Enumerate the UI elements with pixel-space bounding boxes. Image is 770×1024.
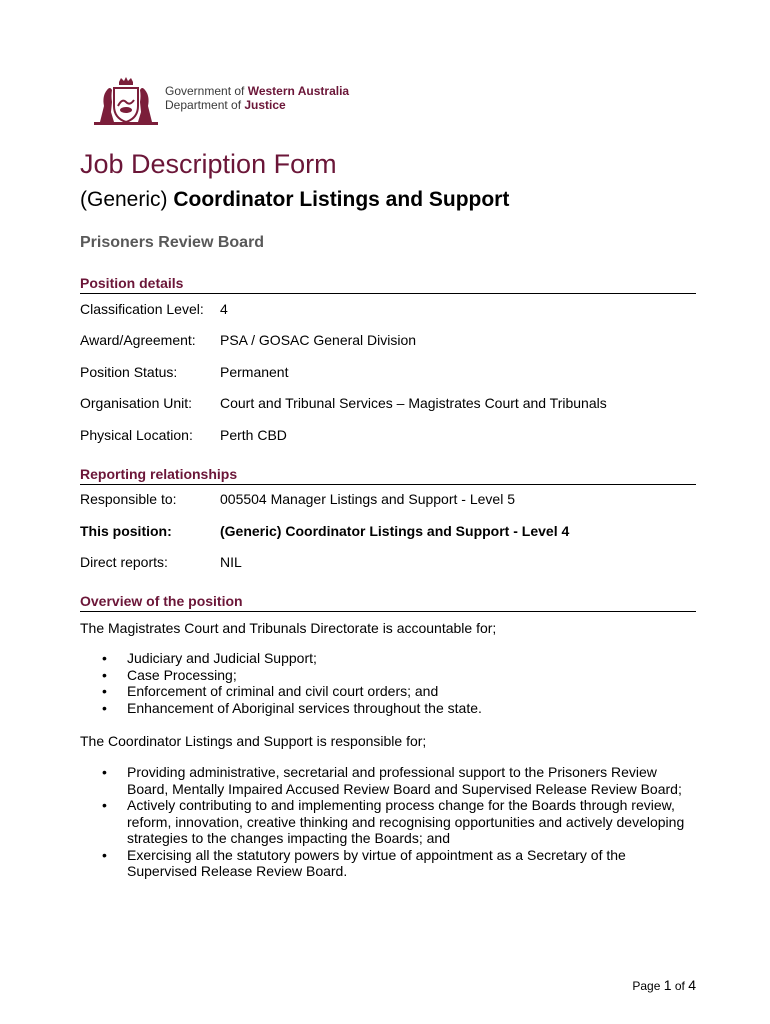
wa-government-crest-logo (90, 76, 162, 128)
field-value: Permanent (220, 364, 289, 380)
overview-heading: Overview of the position (80, 593, 696, 612)
position-title-prefix: (Generic) (80, 188, 174, 211)
position-title (80, 186, 509, 214)
field-label: Organisation Unit: (80, 395, 193, 411)
reporting-relationships-heading: Reporting relationships (80, 466, 696, 485)
list-item: • Providing administrative, secretarial and professional support to the Prisoners Review Board, Mentally Impaired Accused Review Board and Supervised Release Review Board; (80, 764, 696, 797)
field-value: Court and Tribunal Services – Magistrates Court and Tribunals (220, 395, 607, 411)
overview-intro-coordinator: The Coordinator Listings and Support is responsible for; (80, 733, 427, 749)
overview-intro-directorate: The Magistrates Court and Tribunals Directorate is accountable for; (80, 620, 497, 636)
field-label: Physical Location: (80, 427, 193, 443)
list-item: • Enhancement of Aboriginal services throughout the state. (80, 700, 696, 717)
field-label: This position: (80, 523, 172, 539)
position-details-heading: Position details (80, 275, 696, 294)
field-value: NIL (220, 554, 242, 570)
list-item: • Actively contributing to and implementing process change for the Boards through review, reform, innovation, creative thinking and recognising opportunities and actively developing strategies to the changes impacting the Boards; and (80, 797, 696, 847)
field-value: 4 (220, 301, 228, 317)
page-total: 4 (688, 977, 696, 993)
position-title-name: Coordinator Listings and Support (173, 188, 510, 211)
field-label: Classification Level: (80, 301, 204, 317)
field-value: (Generic) Coordinator Listings and Support - Level 4 (220, 523, 570, 539)
field-label: Award/Agreement: (80, 332, 196, 348)
org-department-line: Department of Justice (165, 98, 286, 112)
field-label: Position Status: (80, 364, 178, 380)
board-name: Prisoners Review Board (80, 234, 265, 251)
org-government-line: Government of Western Australia (165, 84, 350, 98)
list-item: • Exercising all the statutory powers by virtue of appointment as a Secretary of the Supervised Release Review Board. (80, 847, 696, 880)
organisation-name (165, 84, 349, 112)
page-current: 1 (663, 977, 672, 993)
list-item: • Judiciary and Judicial Support; (80, 650, 696, 667)
field-value: PSA / GOSAC General Division (220, 332, 417, 348)
field-value: Perth CBD (220, 427, 287, 443)
list-item: • Enforcement of criminal and civil court orders; and (80, 683, 696, 700)
page-number: Page 1 of 4 (632, 977, 696, 993)
directorate-accountabilities-list (80, 650, 696, 716)
crest-icon (90, 76, 162, 128)
list-item: • Case Processing; (80, 667, 696, 684)
coordinator-responsibilities-list (80, 764, 696, 880)
document-title: Job Description Form (80, 149, 337, 179)
field-label: Responsible to: (80, 491, 177, 507)
field-value: 005504 Manager Listings and Support - Level 5 (220, 491, 515, 507)
field-label: Direct reports: (80, 554, 168, 570)
